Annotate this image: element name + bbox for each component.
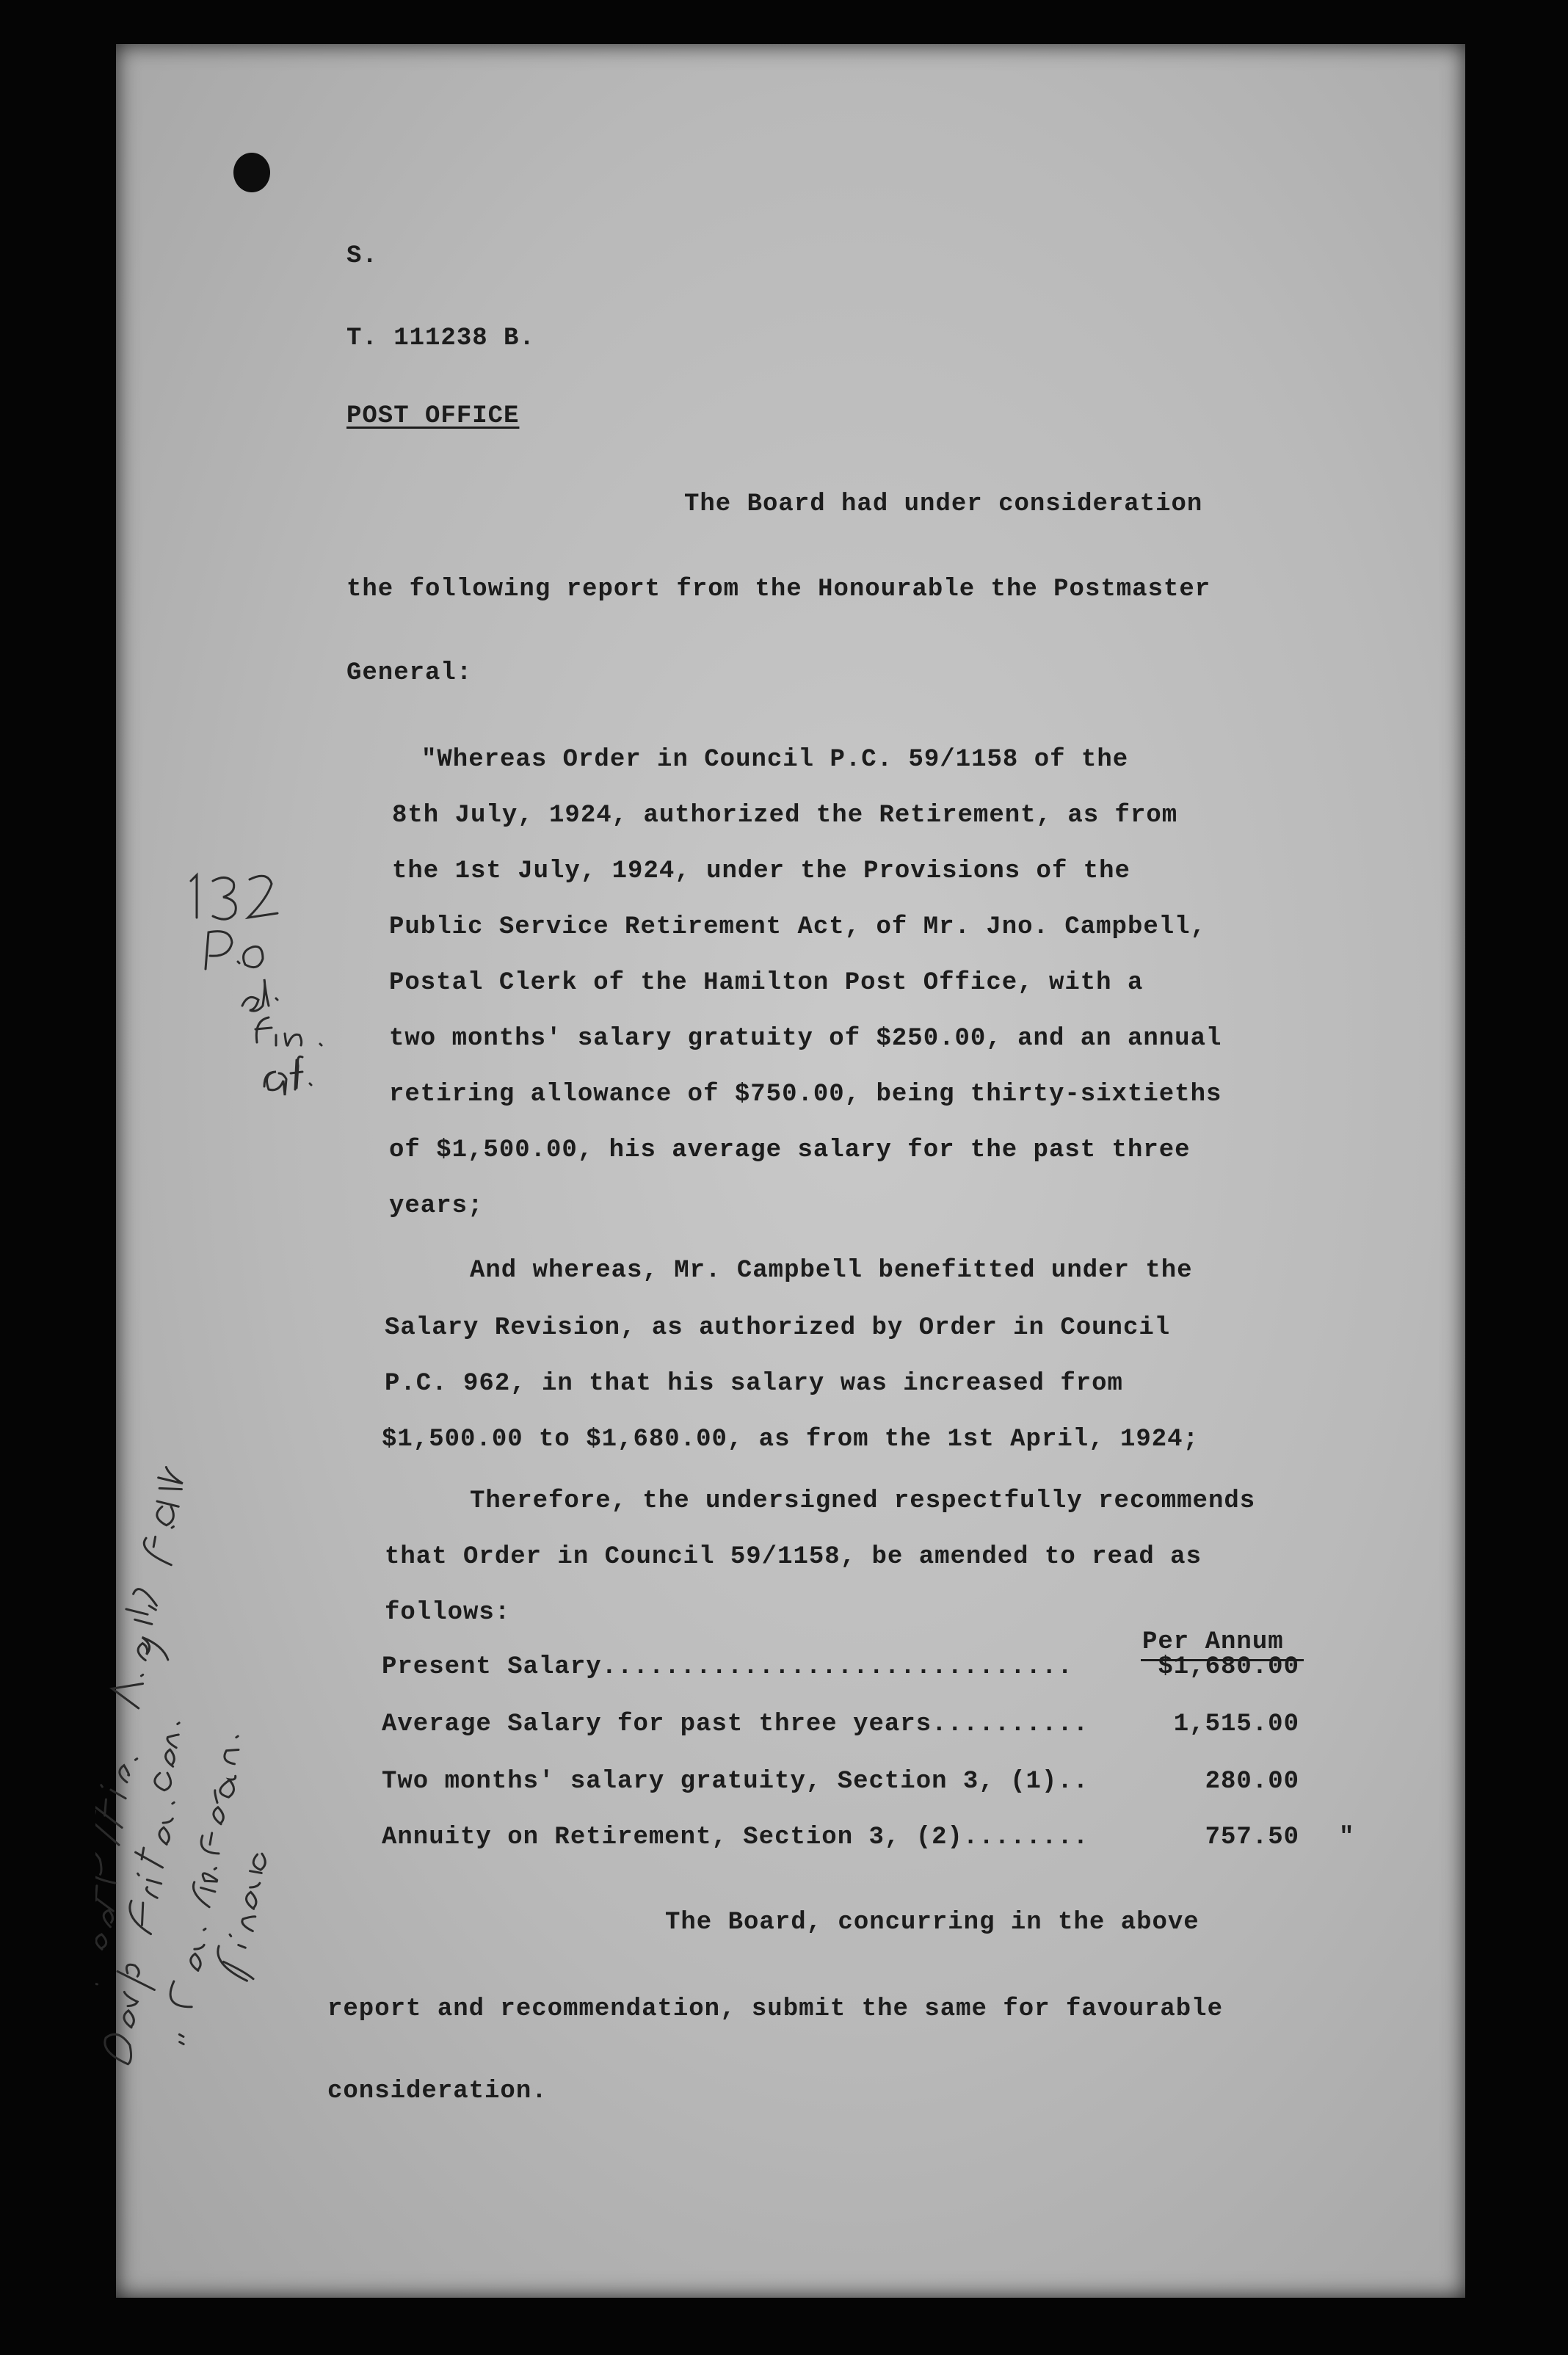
- closing-quote: ": [1339, 1824, 1355, 1851]
- handwritten-distribution-note: [95, 1292, 338, 2085]
- table-row-label: Present Salary..............................: [382, 1653, 1073, 1681]
- report-para1-line: the 1st July, 1924, under the Provisions of the: [392, 857, 1130, 885]
- table-row-value: 280.00: [1205, 1768, 1299, 1796]
- handwritten-reference-note: [176, 866, 367, 1116]
- table-row-label: Two months' salary gratuity, Section 3, (1)..: [382, 1768, 1089, 1796]
- intro-line-1: The Board had under consideration: [684, 490, 1203, 518]
- report-para1-line: years;: [389, 1192, 484, 1220]
- report-para1-line: retiring allowance of $750.00, being thirty-sixtieths: [389, 1081, 1222, 1108]
- report-para1-line: two months' salary gratuity of $250.00, and an annual: [389, 1025, 1222, 1053]
- report-para3-line: follows:: [385, 1599, 511, 1627]
- file-number: T. 111238 B.: [346, 324, 535, 352]
- report-para1-line: Public Service Retirement Act, of Mr. Jno. Campbell,: [389, 913, 1206, 941]
- report-para3-line: that Order in Council 59/1158, be amended to read as: [385, 1543, 1202, 1571]
- report-para1-line: of $1,500.00, his average salary for the past three: [389, 1136, 1191, 1164]
- report-para3-line: Therefore, the undersigned respectfully recommends: [470, 1487, 1256, 1515]
- report-para1-line: 8th July, 1924, authorized the Retirement, as from: [392, 802, 1178, 830]
- department-heading: POST OFFICE: [346, 402, 520, 430]
- report-para1-line: Postal Clerk of the Hamilton Post Office, with a: [389, 969, 1144, 997]
- report-para2-line: Salary Revision, as authorized by Order in Council: [385, 1314, 1171, 1342]
- punch-hole: [233, 153, 270, 192]
- page-mark: S.: [346, 242, 378, 270]
- conclusion-line-1: The Board, concurring in the above: [665, 1909, 1199, 1937]
- table-row-value: $1,680.00: [1158, 1653, 1299, 1681]
- report-para2-line: P.C. 962, in that his salary was increased from: [385, 1370, 1123, 1398]
- report-para1-line: "Whereas Order in Council P.C. 59/1158 of the: [421, 746, 1129, 774]
- intro-line-3: General:: [346, 659, 473, 687]
- table-row-label: Average Salary for past three years..........: [382, 1710, 1089, 1738]
- table-row-label: Annuity on Retirement, Section 3, (2)........: [382, 1824, 1089, 1851]
- table-row-value: 1,515.00: [1173, 1710, 1299, 1738]
- report-para2-line: And whereas, Mr. Campbell benefitted under the: [470, 1257, 1193, 1285]
- conclusion-line-2: report and recommendation, submit the same for favourable: [327, 1995, 1223, 2023]
- report-para2-line: $1,500.00 to $1,680.00, as from the 1st April, 1924;: [382, 1426, 1199, 1454]
- intro-line-2: the following report from the Honourable the Postmaster: [346, 576, 1211, 603]
- conclusion-line-3: consideration.: [327, 2078, 548, 2105]
- table-column-header: Per Annum: [1142, 1628, 1284, 1656]
- table-row-value: 757.50: [1205, 1824, 1299, 1851]
